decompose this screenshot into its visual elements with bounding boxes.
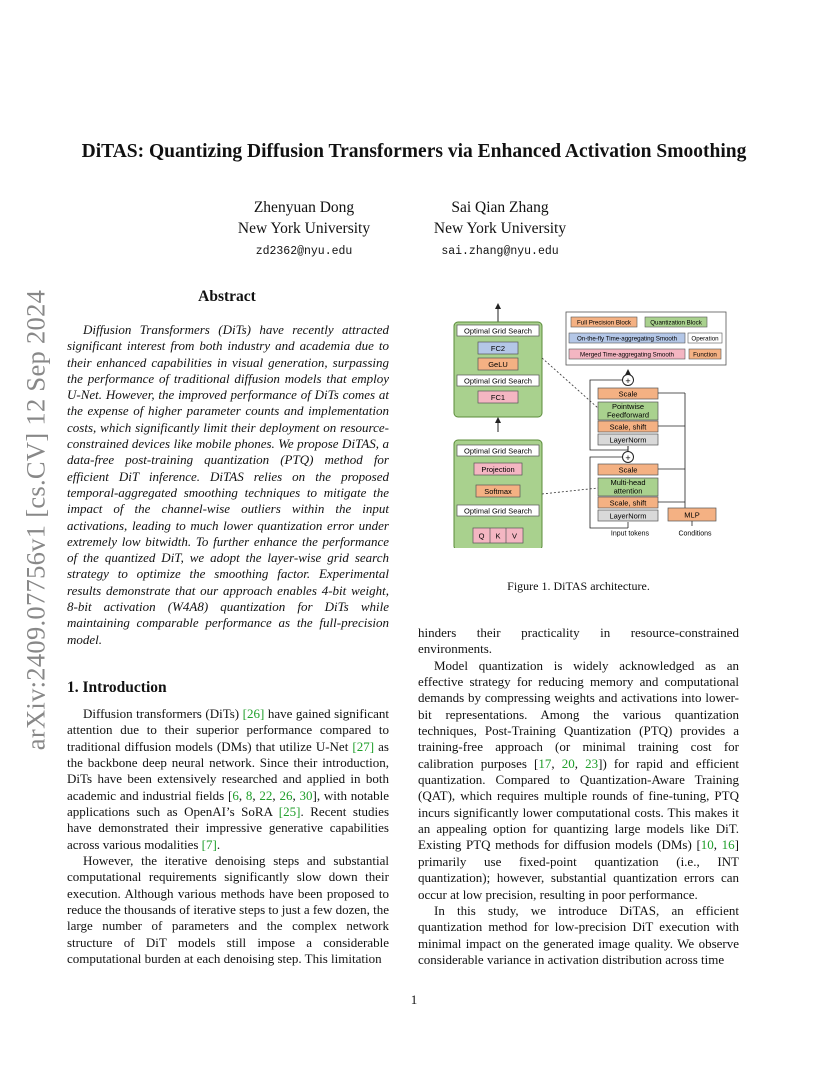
grid-search-label: Optimal Grid Search bbox=[464, 446, 532, 456]
intro-left-column bbox=[67, 706, 389, 968]
author-1 bbox=[214, 197, 394, 262]
gelu-label: GeLU bbox=[488, 360, 508, 369]
svg-text:Scale, shift: Scale, shift bbox=[609, 498, 647, 508]
author-name: Sai Qian Zhang bbox=[451, 199, 549, 216]
intro-paragraph-1: Diffusion transformers (DiTs) [26] have gained significant attention due to their superior performance compared to traditional diffusion models (DMs) that utilize U-Net [27] as the backbone deep neural network. Since their introduction, DiTs have been extensively researched and applied in both academic and industrial fields [6, 8, 22, 26, 30], with notable applications such as OpenAI’s SoRA [25]. Recent studies have demonstrated their impressive generative capabilities across various modalities [7]. bbox=[67, 706, 390, 852]
k-label: K bbox=[495, 531, 501, 541]
svg-text:LayerNorm: LayerNorm bbox=[609, 435, 647, 445]
svg-text:+: + bbox=[625, 376, 631, 386]
section-heading-introduction: 1. Introduction bbox=[67, 679, 167, 696]
author-2 bbox=[410, 197, 590, 262]
fc2-label: FC2 bbox=[490, 344, 506, 353]
svg-text:MLP: MLP bbox=[684, 510, 700, 520]
svg-text:Pointwise: Pointwise bbox=[611, 402, 645, 411]
citation-link[interactable]: [26] bbox=[242, 706, 265, 721]
svg-text:Operation: Operation bbox=[691, 335, 719, 343]
svg-text:Quantization Block: Quantization Block bbox=[650, 319, 702, 327]
intro-paragraph-2-continued: hinders their practicality in resource-constrained environments. bbox=[418, 625, 739, 657]
arxiv-id: arXiv:2409.07756v1 [cs.CV] 12 Sep 2024 bbox=[20, 289, 51, 751]
v-label: V bbox=[511, 531, 518, 541]
author-affiliation: New York University bbox=[237, 220, 371, 237]
figure-architecture bbox=[440, 298, 740, 548]
softmax-label: Softmax bbox=[484, 487, 512, 496]
fc1-label: FC1 bbox=[490, 393, 506, 402]
svg-text:Scale: Scale bbox=[618, 465, 638, 475]
q-label: Q bbox=[478, 531, 485, 541]
intro-paragraph-4: In this study, we introduce DiTAS, an efficient quantization method for low-precision DiT execution with minimal impact on the generated image quality. We observe considerable variance in activation distribution across time bbox=[418, 902, 739, 967]
svg-text:+: + bbox=[625, 453, 631, 463]
svg-text:Conditions: Conditions bbox=[678, 530, 712, 538]
grid-search-label: Optimal Grid Search bbox=[464, 326, 532, 336]
author-email: zd2362@nyu.edu bbox=[255, 245, 353, 258]
citation-link[interactable]: 16 bbox=[721, 837, 735, 853]
citation-link[interactable]: 6 bbox=[232, 787, 239, 803]
projection-label: Projection bbox=[481, 465, 515, 474]
svg-text:Full Precision Block: Full Precision Block bbox=[577, 319, 631, 327]
citation-link[interactable]: 22 bbox=[259, 787, 273, 803]
grid-search-label: Optimal Grid Search bbox=[464, 376, 532, 386]
citation-link[interactable]: [25] bbox=[278, 804, 301, 820]
author-email: sai.zhang@nyu.edu bbox=[441, 245, 559, 258]
intro-right-column bbox=[418, 625, 739, 968]
svg-text:LayerNorm: LayerNorm bbox=[609, 511, 647, 521]
author-affiliation: New York University bbox=[433, 220, 567, 237]
citation-link[interactable]: 10 bbox=[700, 837, 714, 853]
svg-text:Merged Time-aggregating Smooth: Merged Time-aggregating Smooth bbox=[580, 351, 674, 359]
svg-text:Input tokens: Input tokens bbox=[610, 530, 650, 538]
paper-title: DiTAS: Quantizing Diffusion Transformers via Enhanced Activation Smoothing bbox=[81, 141, 747, 162]
svg-text:Scale, shift: Scale, shift bbox=[609, 422, 647, 432]
citation-link[interactable]: 20 bbox=[561, 755, 575, 771]
citation-link[interactable]: 26 bbox=[279, 787, 293, 803]
intro-paragraph-2: However, the iterative denoising steps and substantial computational requirements significantly slow down their execution. Although various methods have been proposed to reduce the thousands of iterative steps to just a few dozen, the large number of parameters and the complex network structure of DiT models still impose a considerable computational burden at each denoising step. This limitation bbox=[67, 853, 390, 967]
citation-link[interactable]: [7] bbox=[201, 836, 217, 852]
intro-paragraph-3: Model quantization is widely acknowledged as an effective strategy for reducing memory and computational demands by compressing weights and activations into lower-bit representations. Among the various quantization techniques, Post-Training Quantization (PTQ) provides a training-free approach (or minimal training cost for calibration purposes [17, 20, 23]) for rapid and efficient quantization. Compared to Quantization-Aware Training (QAT), which requires multiple rounds of fine-tuning, PTQ incurs significantly lower computational costs. This makes it an appealing option for quantizing large models like DiT. Existing PTQ methods for diffusion models (DMs) [10, 16] primarily use fixed-point quantization (i.e., INT quantization); however, substantial quantization errors can occur at low precision, resulting in poor performance. bbox=[418, 657, 740, 902]
svg-text:Feedforward: Feedforward bbox=[606, 410, 650, 420]
citation-link[interactable]: [27] bbox=[352, 738, 375, 754]
citation-link[interactable]: 17 bbox=[538, 755, 552, 771]
author-name: Zhenyuan Dong bbox=[253, 199, 355, 216]
grid-search-label: Optimal Grid Search bbox=[464, 506, 532, 516]
citation-link[interactable]: 23 bbox=[585, 755, 599, 771]
citation-link[interactable]: 8 bbox=[245, 787, 253, 803]
svg-text:attention: attention bbox=[613, 486, 643, 496]
figure-caption: Figure 1. DiTAS architecture. bbox=[507, 579, 650, 593]
svg-text:Function: Function bbox=[693, 351, 717, 359]
abstract-text: Diffusion Transformers (DiTs) have recently attracted significant interest from both industry and academia due to their enhanced capabilities in visual generation, surpassing the performance of traditional diffusion models that employ U-Net. However, the improved performance of DiTs comes at the expense of higher parameter counts and implementation costs, which significantly limit their deployment on resource-constrained devices like mobile phones. We propose DiTAS, a data-free post-training quantization (PTQ) method for efficient DiT inference. DiTAS relies on the proposed temporal-aggregated smoothing techniques to mitigate the impact of the channel-wise outliers within the input activations, leading to much lower quantization error under extremely low bitwidth. To further enhance the performance of the quantized DiT, we adopt the layer-wise grid search strategy to optimize the smoothing factor. Experimental results demonstrate that our approach enables 4-bit weight, 8-bit activation (W4A8) quantization for DiTs while maintaining comparable performance as the full-precision model. bbox=[67, 322, 389, 647]
page-number: 1 bbox=[410, 992, 418, 1007]
svg-text:Scale: Scale bbox=[618, 389, 638, 399]
citation-link[interactable]: 30 bbox=[299, 787, 313, 803]
abstract-heading: Abstract bbox=[198, 288, 256, 305]
svg-text:On-the-fly Time-aggregating Sm: On-the-fly Time-aggregating Smooth bbox=[576, 335, 678, 343]
svg-text:Multi-head: Multi-head bbox=[610, 478, 646, 487]
